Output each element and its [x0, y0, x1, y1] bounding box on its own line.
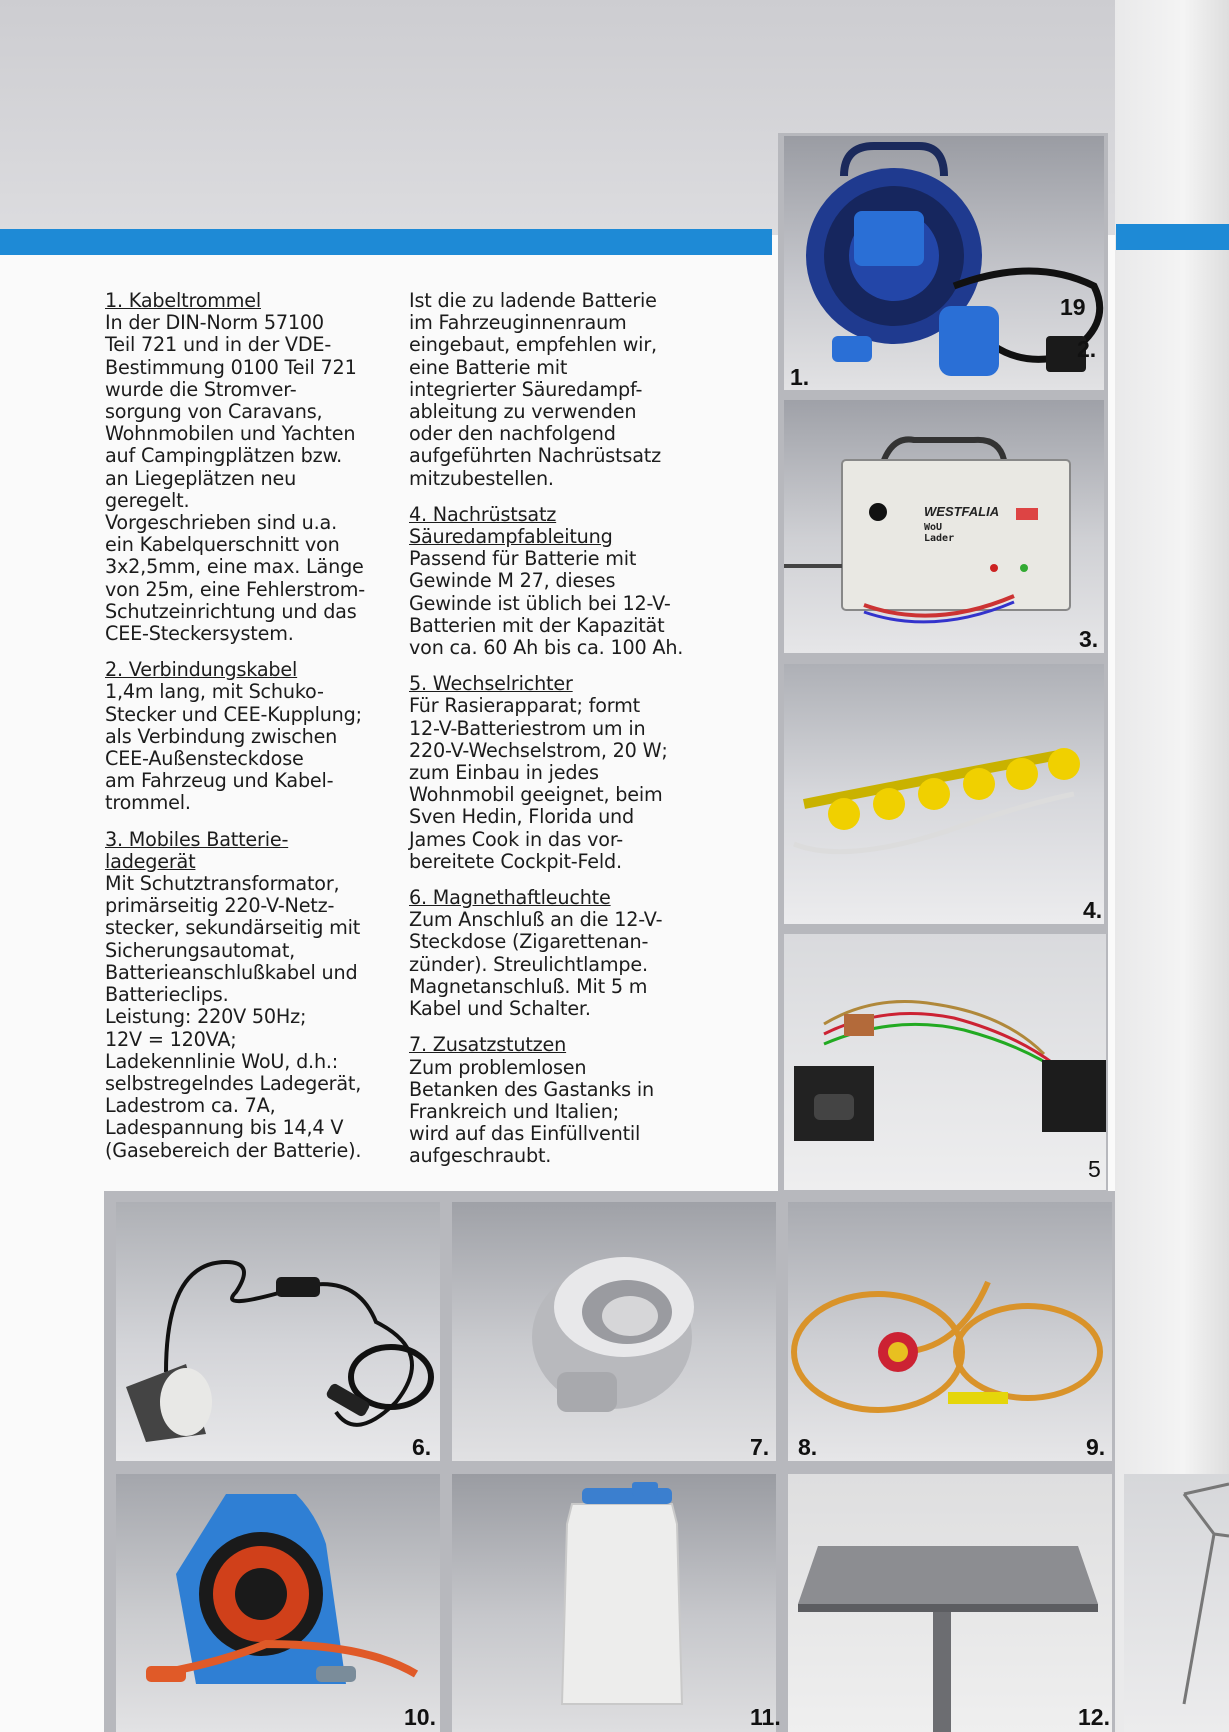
- text-line: Mit Schutztransformator,: [105, 872, 340, 896]
- section-5-heading: 5. Wechselrichter: [409, 672, 573, 696]
- text-line: an Liegeplätzen neu: [105, 466, 297, 490]
- charger-brand-label: WESTFALIA: [924, 504, 1000, 519]
- text-line: Ladestrom ca. 7A,: [105, 1094, 276, 1118]
- photo-number-12: 12.: [1078, 1704, 1110, 1730]
- photo-inverter: [784, 934, 1106, 1190]
- text-line: trommel.: [105, 791, 191, 815]
- text-line: Wohnmobil geeignet, beim: [409, 783, 663, 807]
- text-line: selbstregelndes Ladegerät,: [105, 1071, 362, 1095]
- photo-number-1: 1.: [790, 364, 810, 390]
- photo-vent-kit: [784, 664, 1104, 924]
- section-5: [409, 673, 769, 873]
- text-line: eingebaut, empfehlen wir,: [409, 333, 657, 357]
- photo-number-9: 9.: [1086, 1434, 1106, 1460]
- photo-hose-reel: [116, 1474, 440, 1732]
- photo-cable-reel: [784, 136, 1104, 390]
- folding-chair-illustration: [1124, 1474, 1229, 1732]
- section-1-heading: 1. Kabeltrommel: [105, 289, 261, 312]
- text-line: Passend für Batterie mit: [409, 547, 637, 571]
- intro-paragraph: [409, 290, 769, 490]
- text-line: 1,4m lang, mit Schuko-: [105, 680, 324, 704]
- section-7-heading: 7. Zusatzstutzen: [409, 1033, 567, 1057]
- photo-number-3: 3.: [1079, 626, 1099, 652]
- text-line: ein Kabelquerschnitt von: [105, 533, 340, 557]
- adjacent-page-edge: [1115, 0, 1229, 1732]
- text-line: Stecker und CEE-Kupplung;: [105, 702, 362, 726]
- photo-battery-charger: [784, 400, 1104, 653]
- text-line: Vorgeschrieben sind u.a.: [105, 511, 337, 535]
- text-line: Ist die zu ladende Batterie: [409, 289, 657, 312]
- cable-reel-illustration: [784, 136, 1104, 390]
- text-line: 12-V-Batteriestrom um in: [409, 716, 646, 740]
- table-illustration: [788, 1474, 1112, 1732]
- text-line: eine Batterie mit: [409, 355, 568, 379]
- text-line: Bestimmung 0100 Teil 721: [105, 355, 357, 379]
- photo-filler-adapter: [452, 1202, 776, 1461]
- text-line: bereitete Cockpit-Feld.: [409, 849, 622, 873]
- text-line: am Fahrzeug und Kabel-: [105, 769, 334, 793]
- section-6: [409, 887, 769, 1020]
- blue-rule-left: [0, 229, 772, 255]
- section-4-heading-cont: Säuredampfableitung: [409, 525, 613, 549]
- charger-model-line-2: Lader: [924, 533, 955, 544]
- gas-hose-illustration: [788, 1202, 1112, 1461]
- text-line: CEE-Steckersystem.: [105, 622, 294, 646]
- text-line: zum Einbau in jedes: [409, 761, 599, 785]
- text-line: Batterieanschlußkabel und: [105, 960, 358, 984]
- text-line: Gewinde ist üblich bei 12-V-: [409, 591, 671, 615]
- section-1: [105, 290, 405, 645]
- photo-number-4: 4.: [1083, 897, 1103, 923]
- text-line: Frankreich und Italien;: [409, 1099, 620, 1123]
- text-line: Leistung: 220V 50Hz;: [105, 1005, 307, 1029]
- photo-number-6: 6.: [412, 1434, 432, 1460]
- photo-magnetic-lamp: [116, 1202, 440, 1461]
- text-line: 220-V-Wechselstrom, 20 W;: [409, 738, 668, 762]
- text-line: primärseitig 220-V-Netz-: [105, 894, 335, 918]
- text-line: Batterien mit der Kapazität: [409, 613, 665, 637]
- text-line: von ca. 60 Ah bis ca. 100 Ah.: [409, 636, 684, 660]
- neighbour-page-photo-edge: [1124, 1474, 1229, 1732]
- text-line: als Verbindung zwischen: [105, 724, 338, 748]
- section-3: [105, 829, 405, 1162]
- text-line: (Gasebereich der Batterie).: [105, 1138, 362, 1162]
- vent-kit-illustration: [784, 664, 1104, 924]
- section-4: [409, 504, 769, 659]
- text-line: auf Campingplätzen bzw.: [105, 444, 343, 468]
- text-line: Kabel und Schalter.: [409, 997, 591, 1021]
- section-2: [105, 659, 405, 814]
- text-line: aufgeführten Nachrüstsatz: [409, 444, 661, 468]
- text-line: Betanken des Gastanks in: [409, 1077, 654, 1101]
- text-line: stecker, sekundärseitig mit: [105, 916, 361, 940]
- text-column-2: [409, 290, 769, 1182]
- charger-model-label: [924, 522, 954, 544]
- text-line: im Fahrzeuginnenraum: [409, 311, 627, 335]
- text-line: Ladekennlinie WoU, d.h.:: [105, 1049, 339, 1073]
- text-line: Batterieclips.: [105, 983, 229, 1007]
- text-line: In der DIN-Norm 57100: [105, 311, 324, 335]
- text-line: geregelt.: [105, 488, 190, 512]
- text-line: Zum Anschluß an die 12-V-: [409, 908, 663, 932]
- text-line: Sicherungsautomat,: [105, 938, 296, 962]
- section-6-heading: 6. Magnethaftleuchte: [409, 886, 611, 910]
- text-line: mitzubestellen.: [409, 466, 554, 490]
- text-line: Sven Hedin, Florida und: [409, 805, 634, 829]
- blue-rule-right: [1116, 224, 1229, 250]
- section-3-heading-cont: ladegerät: [105, 849, 196, 873]
- inverter-illustration: [784, 934, 1106, 1190]
- text-line: Schutzeinrichtung und das: [105, 599, 357, 623]
- photo-number-8: 8.: [798, 1434, 818, 1460]
- text-line: integrierter Säuredampf-: [409, 377, 643, 401]
- photo-gas-hose: [788, 1202, 1112, 1461]
- text-line: 3x2,5mm, eine max. Länge: [105, 555, 364, 579]
- text-line: wurde die Stromver-: [105, 377, 297, 401]
- page-number-19: 19: [1060, 294, 1086, 320]
- text-line: Zum problemlosen: [409, 1055, 587, 1079]
- text-line: Ladespannung bis 14,4 V: [105, 1116, 344, 1140]
- text-line: Teil 721 und in der VDE-: [105, 333, 332, 357]
- text-line: James Cook in das vor-: [409, 827, 623, 851]
- photo-number-5: 5: [1088, 1156, 1101, 1182]
- text-line: Magnetanschluß. Mit 5 m: [409, 974, 648, 998]
- section-2-heading: 2. Verbindungskabel: [105, 658, 298, 682]
- section-7: [409, 1034, 769, 1167]
- text-line: Für Rasierapparat; formt: [409, 694, 640, 718]
- photo-number-10: 10.: [404, 1704, 436, 1730]
- text-line: wird auf das Einfüllventil: [409, 1122, 641, 1146]
- text-line: ableitung zu verwenden: [409, 400, 637, 424]
- text-line: Wohnmobilen und Yachten: [105, 422, 356, 446]
- text-line: CEE-Außensteckdose: [105, 747, 304, 771]
- section-4-heading: 4. Nachrüstsatz: [409, 502, 557, 526]
- text-line: Gewinde M 27, dieses: [409, 569, 616, 593]
- hose-reel-illustration: [116, 1474, 440, 1732]
- text-line: zünder). Streulichtlampe.: [409, 952, 648, 976]
- filler-adapter-illustration: [452, 1202, 776, 1461]
- text-line: Steckdose (Zigarettenan-: [409, 930, 649, 954]
- photo-water-canister: [452, 1474, 781, 1732]
- text-line: aufgeschraubt.: [409, 1144, 552, 1168]
- text-column-1: [105, 290, 405, 1176]
- text-line: von 25m, eine Fehlerstrom-: [105, 577, 365, 601]
- text-line: sorgung von Caravans,: [105, 400, 323, 424]
- water-canister-illustration: [452, 1474, 776, 1732]
- magnetic-lamp-illustration: [116, 1202, 440, 1461]
- text-line: 12V = 120VA;: [105, 1027, 237, 1051]
- charger-model-line-1: WoU: [924, 522, 943, 533]
- photo-number-7: 7.: [750, 1434, 770, 1460]
- text-line: oder den nachfolgend: [409, 422, 616, 446]
- photo-table: [788, 1474, 1112, 1732]
- section-3-heading: 3. Mobiles Batterie-: [105, 827, 289, 851]
- photo-number-11: 11.: [750, 1704, 781, 1730]
- photo-number-2: 2.: [1077, 336, 1097, 362]
